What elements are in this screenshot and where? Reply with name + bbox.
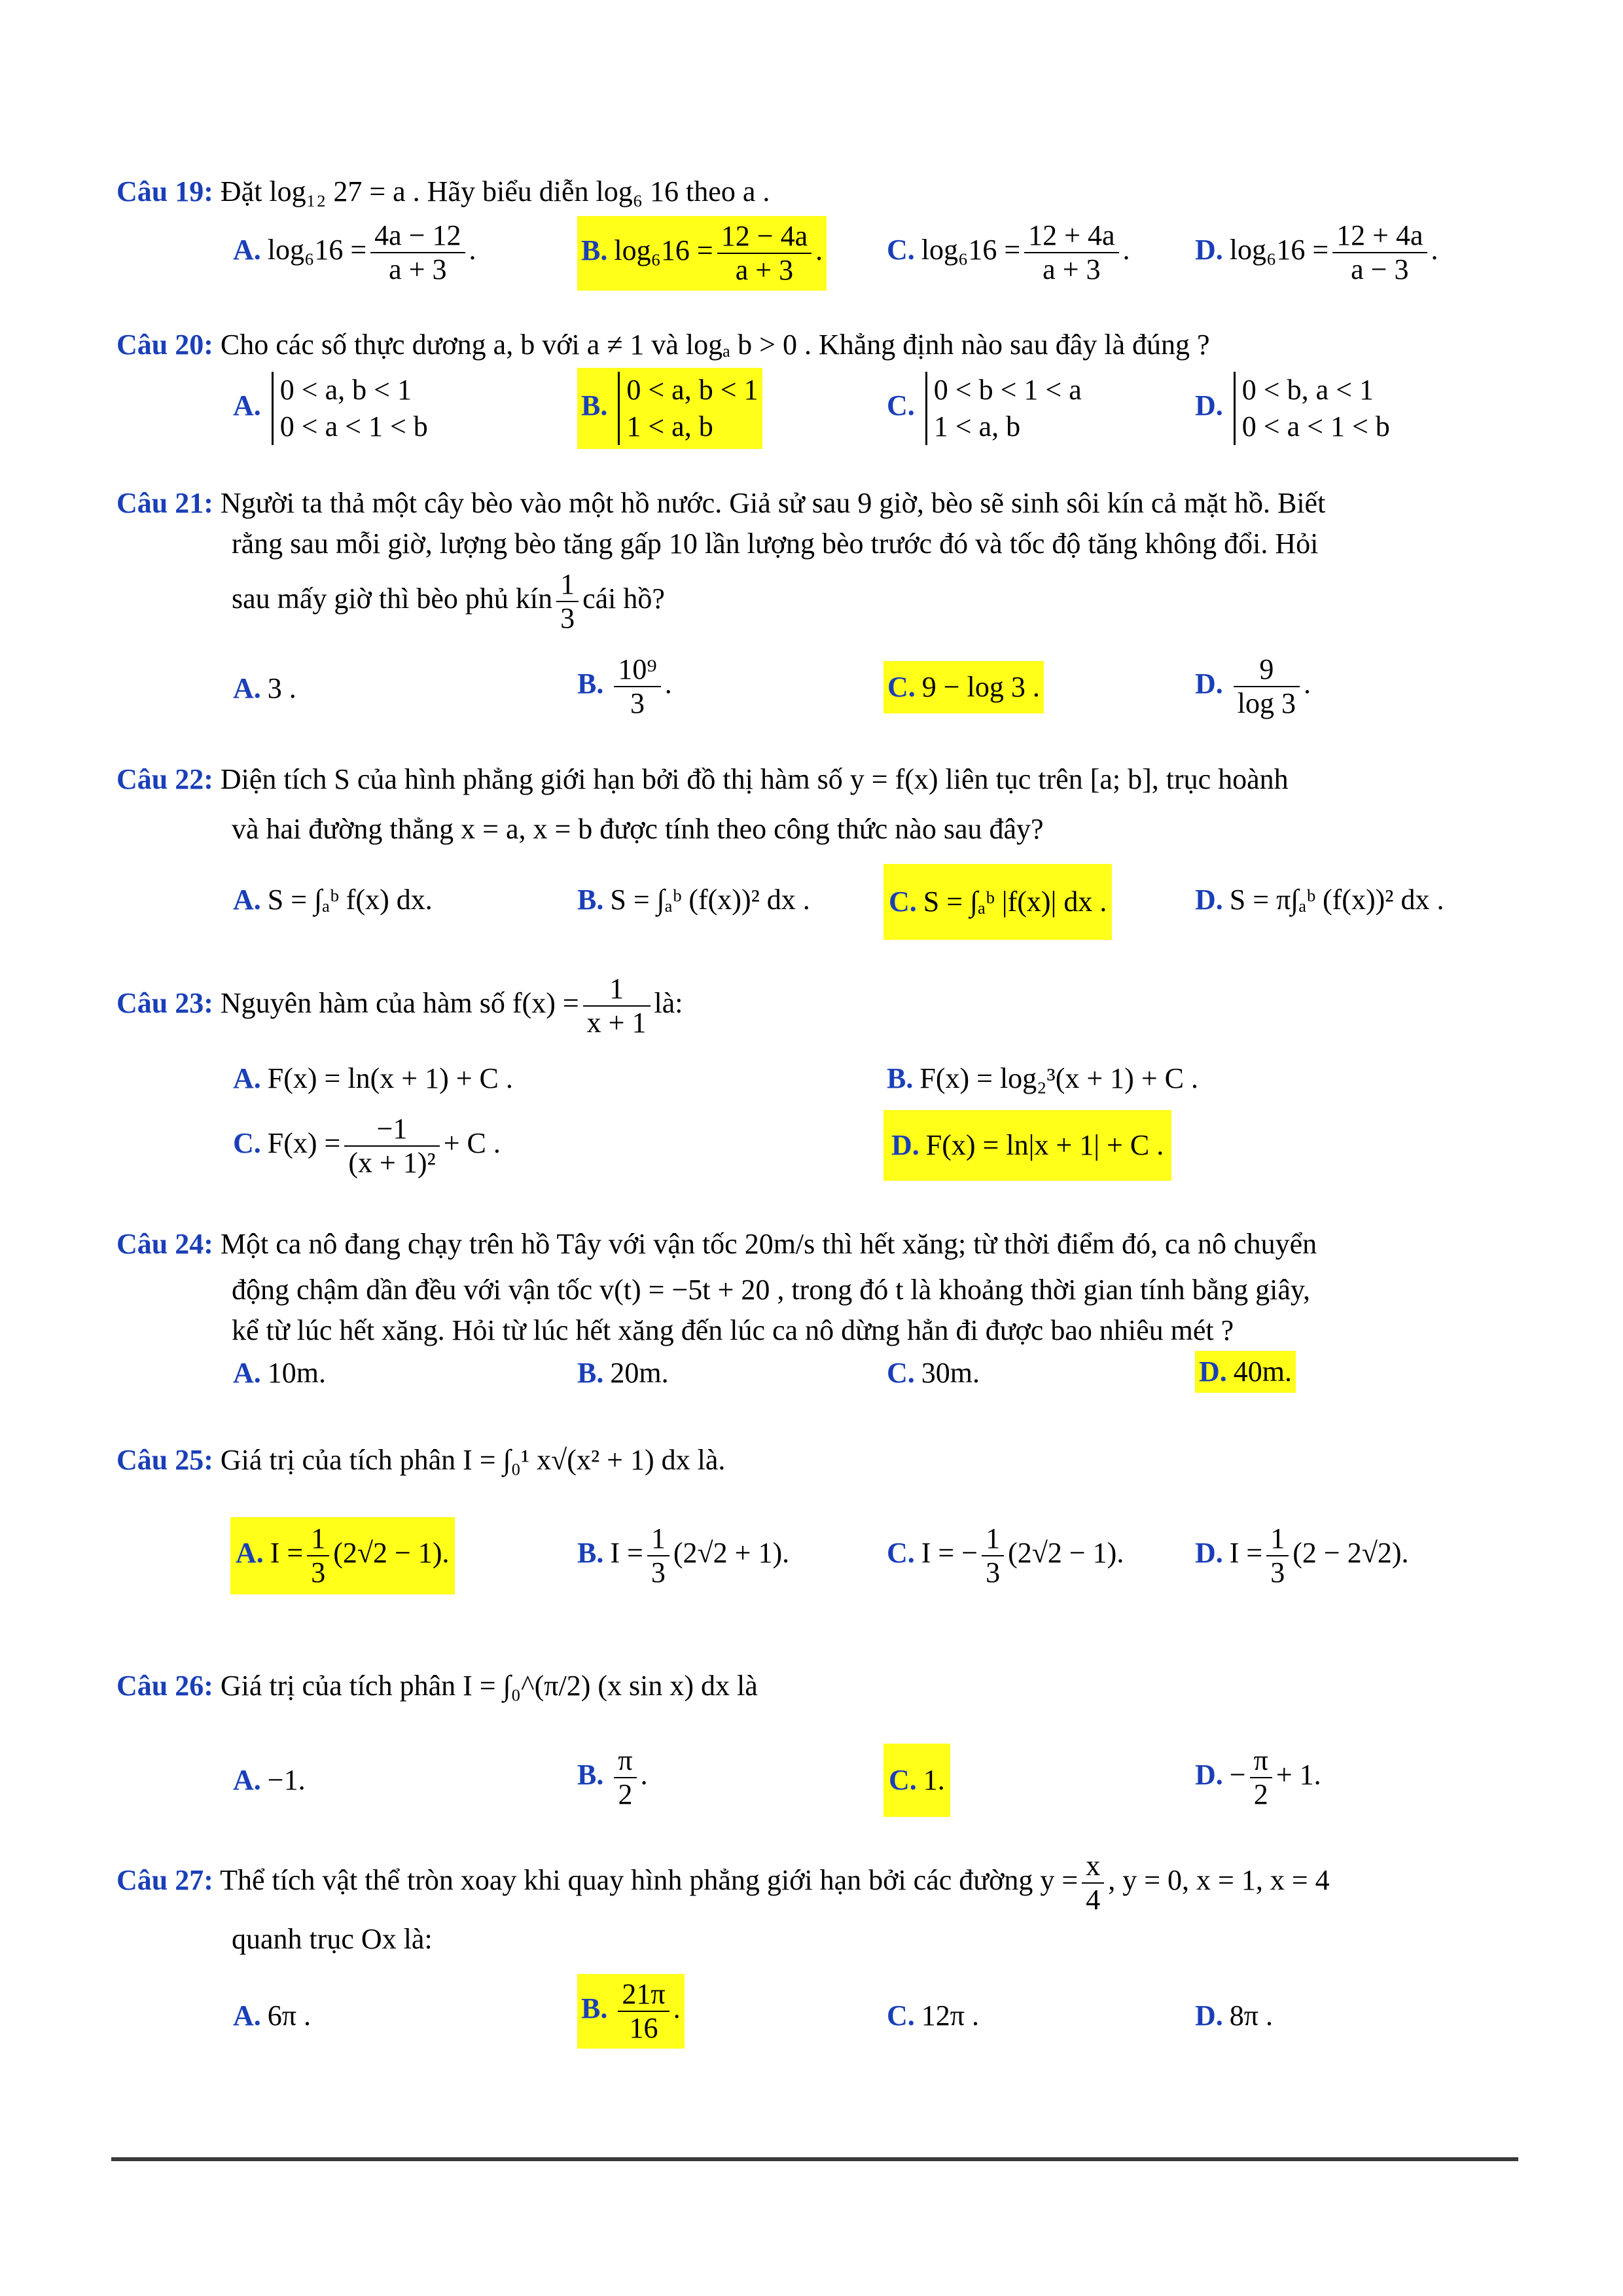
option-suffix: (2 − 2√2). [1293,1537,1409,1570]
question-label: Câu 19: [116,175,213,207]
option-label: D. [1195,1759,1223,1791]
option-text: S = ∫ₐᵇ |f(x)| dx . [923,886,1107,918]
option-suffix: (2√2 − 1). [1008,1537,1124,1570]
denominator: 16 [629,2012,658,2044]
question-text: Giá trị của tích phân I = ∫₀¹ x√(x² + 1) dx là. [220,1444,726,1476]
question-label: Câu 20: [116,329,213,361]
question-text: sau mấy giờ thì bèo phủ kín [232,583,553,615]
option-label: C. [889,886,917,918]
denominator: x + 1 [586,1007,647,1039]
question-20-stem [116,325,1517,365]
option-text: 8π . [1229,2000,1273,2032]
question-label: Câu 22: [116,763,213,795]
option-text: 3 . [267,672,296,704]
option-label: C. [887,671,916,703]
option-label: A. [233,1764,261,1796]
option-text: log₆16 = [614,234,713,267]
option-label: B. [577,884,604,916]
question-text: Một ca nô đang chạy trên hồ Tây với vận tốc 20m/s thì hết xăng; từ thời điểm đó, ca nô chuyển [220,1228,1317,1260]
question-22 [116,759,1517,850]
numerator: x [1082,1850,1104,1884]
q24-option-d[interactable] [1195,1351,1296,1393]
question-text: và hai đường thẳng x = a, x = b được tính theo công thức nào sau đây? [232,813,1044,845]
system-line-2: 0 < a < 1 < b [279,410,428,442]
numerator: 1 [556,568,579,602]
numerator: 10⁹ [614,653,660,687]
q19-option-d[interactable] [1195,219,1438,286]
option-fraction [1250,1744,1272,1811]
option-label: C. [887,2000,915,2032]
question-label: Câu 26: [116,1670,213,1702]
question-19-stem [116,171,1517,212]
option-label: B. [581,234,608,267]
option-fraction [647,1522,669,1589]
option-label: C. [887,234,915,266]
option-label: D. [1195,884,1223,916]
question-text: là: [654,987,683,1020]
option-text: log₆16 = [267,234,367,266]
option-label: A. [233,234,261,266]
question-27-line-1 [116,1850,1517,1916]
question-25 [116,1440,1517,1480]
option-fraction [307,1522,329,1589]
system-line-1: 0 < b < 1 < a [933,374,1082,406]
option-text: S = ∫ₐᵇ (f(x))² dx . [610,884,810,916]
option-label: D. [891,1129,919,1161]
q26-option-c[interactable] [883,1744,950,1817]
question-26 [116,1666,1517,1706]
denominator: 2 [618,1778,633,1810]
question-text: Đặt log₁₂ 27 = a . Hãy biểu diễn log₆ 16 theo a . [220,175,770,207]
system-line-2: 1 < a, b [933,410,1021,442]
denominator: log 3 [1237,687,1296,719]
q24-option-a[interactable] [233,1354,326,1393]
option-label: D. [1195,668,1223,700]
option-label: B. [577,1759,604,1791]
footer-rule [111,2157,1518,2161]
question-label: Câu 24: [116,1228,213,1260]
numerator: 1 [1266,1522,1289,1556]
q24-option-b[interactable] [577,1354,669,1393]
question-22-line-2 [116,809,1517,850]
option-fraction [1266,1522,1289,1589]
question-19 [116,171,1517,212]
option-text: S = ∫ₐᵇ f(x) dx. [267,884,433,916]
q22-option-c[interactable] [883,864,1112,940]
question-text: Người ta thả một cây bèo vào một hồ nước. Giả sử sau 9 giờ, bèo sẽ sinh sôi kín cả mặt hồ. Biết [220,487,1326,519]
denominator: 3 [311,1556,326,1588]
option-fraction [618,1978,669,2045]
q25-option-a[interactable] [230,1517,455,1594]
numerator: 9 [1234,653,1300,687]
q22-option-b[interactable] [577,880,810,920]
option-label: A. [236,1537,264,1570]
option-suffix: . [1431,234,1438,266]
option-suffix: . [673,1992,681,2025]
q23-option-a[interactable] [233,1059,513,1098]
option-system [1234,372,1390,445]
option-system [272,372,428,445]
question-text: quanh trục Ox là: [232,1923,433,1955]
option-text: F(x) = log₂³(x + 1) + C . [919,1062,1198,1094]
q19-option-b[interactable] [577,216,827,291]
option-text: −1. [267,1764,306,1796]
option-text: 1. [923,1764,945,1796]
q24-option-c[interactable] [887,1354,980,1393]
option-text: 9 − log 3 . [921,671,1040,703]
option-text: 12π . [921,2000,979,2032]
question-label: Câu 23: [116,987,213,1020]
q19-option-a[interactable] [233,219,476,286]
denominator: 3 [1270,1556,1285,1588]
system-line-1: 0 < a, b < 1 [626,374,758,406]
question-24 [116,1224,1517,1351]
q20-option-c[interactable] [887,372,1082,445]
option-label: D. [1195,389,1223,422]
option-label: D. [1199,1355,1227,1388]
option-text: log₆16 = [1229,234,1329,266]
option-suffix: . [1122,234,1130,266]
option-suffix: + C . [443,1127,501,1160]
q25-option-c[interactable] [887,1522,1124,1589]
option-suffix: . [664,668,672,700]
question-21-line-3 [116,568,1517,635]
option-label: B. [577,668,604,700]
q26-option-b[interactable] [577,1744,648,1811]
option-text: 20m. [610,1357,669,1389]
question-21-line-1 [116,483,1517,524]
question-fraction [556,568,579,635]
denominator: (x + 1)² [348,1147,436,1179]
numerator: π [1250,1744,1272,1778]
option-label: B. [577,1357,604,1389]
option-system [618,372,758,445]
q27-option-b[interactable] [577,1974,685,2049]
option-text: F(x) = ln(x + 1) + C . [267,1062,513,1094]
option-fraction [717,220,812,287]
option-label: D. [1195,234,1223,266]
question-27 [116,1850,1517,1960]
numerator: −1 [344,1113,439,1147]
question-text: kể từ lúc hết xăng. Hỏi từ lúc hết xăng đến lúc ca nô dừng hẳn đi được bao nhiêu mét ? [232,1314,1234,1346]
option-label: A. [233,1357,261,1389]
option-text: 6π . [267,2000,311,2032]
q22-option-a[interactable] [233,880,433,920]
option-fraction [614,653,660,720]
question-21 [116,483,1517,635]
option-label: A. [233,389,261,422]
q23-option-c[interactable] [233,1113,501,1179]
question-label: Câu 25: [116,1444,213,1476]
option-text: S = π∫ₐᵇ (f(x))² dx . [1229,884,1444,916]
question-24-line-1 [116,1224,1517,1265]
option-fraction [982,1522,1004,1589]
q20-option-b[interactable] [577,368,762,449]
system-line-1: 0 < b, a < 1 [1241,374,1374,406]
question-21-line-2 [116,524,1517,564]
q23-option-b[interactable] [887,1059,1198,1098]
numerator: 1 [982,1522,1004,1556]
option-suffix: . [640,1759,648,1791]
option-suffix: + 1. [1275,1759,1321,1791]
question-27-line-2 [116,1919,1517,1960]
option-label: A. [233,1062,261,1094]
q21-option-a[interactable] [233,669,296,708]
denominator: 3 [630,687,645,719]
denominator: a + 3 [735,254,794,286]
numerator: π [614,1744,636,1778]
option-fraction [370,219,465,286]
denominator: a + 3 [1043,253,1101,285]
question-label: Câu 27: [116,1864,213,1897]
option-text: I = [1229,1537,1263,1570]
q26-option-a[interactable] [233,1761,306,1800]
option-suffix: (2√2 + 1). [673,1537,790,1570]
option-text: log₆16 = [921,234,1021,266]
denominator: a − 3 [1351,253,1409,285]
option-fraction [1024,219,1118,286]
numerator: 12 + 4a [1024,219,1118,253]
option-label: C. [887,1357,915,1389]
denominator: 3 [651,1556,666,1588]
numerator: 1 [583,973,651,1007]
option-text: 40m. [1233,1355,1293,1388]
numerator: 1 [307,1522,329,1556]
q25-option-b[interactable] [577,1522,789,1589]
system-line-1: 0 < a, b < 1 [279,374,412,406]
q27-option-d[interactable] [1195,1996,1273,2036]
option-suffix: . [469,234,476,266]
option-text: F(x) = [267,1127,341,1160]
numerator: 1 [647,1522,669,1556]
question-20 [116,325,1517,365]
option-text: I = [610,1537,643,1570]
option-label: B. [577,1537,604,1570]
system-line-2: 0 < a < 1 < b [1241,410,1390,442]
question-text: rằng sau mỗi giờ, lượng bèo tăng gấp 10 lần lượng bèo trước đó và tốc độ tăng không đổi. Hỏi [232,528,1319,560]
option-suffix: . [815,234,823,267]
denominator: a + 3 [389,253,447,285]
q20-option-d[interactable] [1195,372,1390,445]
question-text: Giá trị của tích phân I = ∫₀^(π/2) (x sin x) dx là [220,1670,758,1702]
q21-option-d[interactable] [1195,653,1311,720]
denominator: 4 [1086,1884,1101,1916]
numerator: 4a − 12 [370,219,465,253]
option-label: D. [1195,2000,1223,2032]
question-text: Diện tích S của hình phẳng giới hạn bởi đồ thị hàm số y = f(x) liên tục trên [a; b], trục hoành [220,763,1289,795]
option-label: C. [887,1537,915,1570]
option-label: C. [889,1764,917,1796]
denominator: 3 [560,602,575,634]
q25-option-d[interactable] [1195,1522,1409,1589]
option-fraction [614,1744,636,1811]
option-text: I = − [921,1537,978,1570]
question-text: Cho các số thực dương a, b với a ≠ 1 và logₐ b > 0 . Khẳng định nào sau đây là đúng ? [220,329,1210,361]
option-suffix: (2√2 − 1). [333,1537,450,1570]
question-23-stem [116,973,1517,1039]
q21-option-b[interactable] [577,653,672,720]
option-text: 10m. [267,1357,327,1389]
question-label: Câu 21: [116,487,213,519]
q21-option-c[interactable] [883,661,1044,713]
question-26-stem [116,1666,1517,1706]
question-24-line-2 [116,1270,1517,1310]
option-label: A. [233,884,261,916]
q22-option-d[interactable] [1195,880,1444,920]
question-text: động chậm dần đều với vận tốc v(t) = −5t + 20 , trong đó t là khoảng thời gian tính bằng giây, [232,1274,1311,1306]
question-text: , y = 0, x = 1, x = 4 [1108,1864,1330,1897]
option-fraction [1332,219,1427,286]
system-line-2: 1 < a, b [626,410,713,442]
option-suffix: . [1304,668,1311,700]
option-label: B. [581,389,608,422]
question-fraction [1082,1850,1104,1916]
option-label: D. [1195,1537,1223,1570]
option-system [925,372,1082,445]
numerator: 12 − 4a [717,220,812,254]
option-label: A. [233,672,261,704]
option-label: B. [581,1992,608,2025]
option-fraction [1234,653,1300,720]
numerator: 21π [618,1978,669,2012]
option-text: F(x) = ln|x + 1| + C . [925,1129,1164,1161]
question-text: Nguyên hàm của hàm số f(x) = [220,987,579,1020]
q26-option-d[interactable] [1195,1744,1321,1811]
option-text: 30m. [921,1357,980,1389]
question-24-line-3 [116,1310,1517,1351]
question-text: cái hồ? [582,583,665,615]
question-text: Thể tích vật thể tròn xoay khi quay hình phẳng giới hạn bởi các đường y = [220,1864,1079,1897]
option-label: C. [233,1127,261,1160]
option-label: C. [887,389,915,422]
q27-option-c[interactable] [887,1996,979,2036]
q20-option-a[interactable] [233,372,428,445]
option-text: I = [270,1537,304,1570]
question-25-stem [116,1440,1517,1480]
q23-option-d[interactable] [883,1110,1171,1181]
q19-option-c[interactable] [887,219,1130,286]
q27-option-a[interactable] [233,1996,311,2036]
denominator: 3 [986,1556,1001,1588]
denominator: 2 [1253,1778,1268,1810]
option-label: A. [233,2000,261,2032]
question-23 [116,973,1517,1039]
option-text: − [1229,1759,1246,1791]
question-22-line-1 [116,759,1517,800]
question-fraction [583,973,651,1039]
numerator: 12 + 4a [1332,219,1427,253]
option-fraction [344,1113,439,1179]
option-label: B. [887,1062,914,1094]
